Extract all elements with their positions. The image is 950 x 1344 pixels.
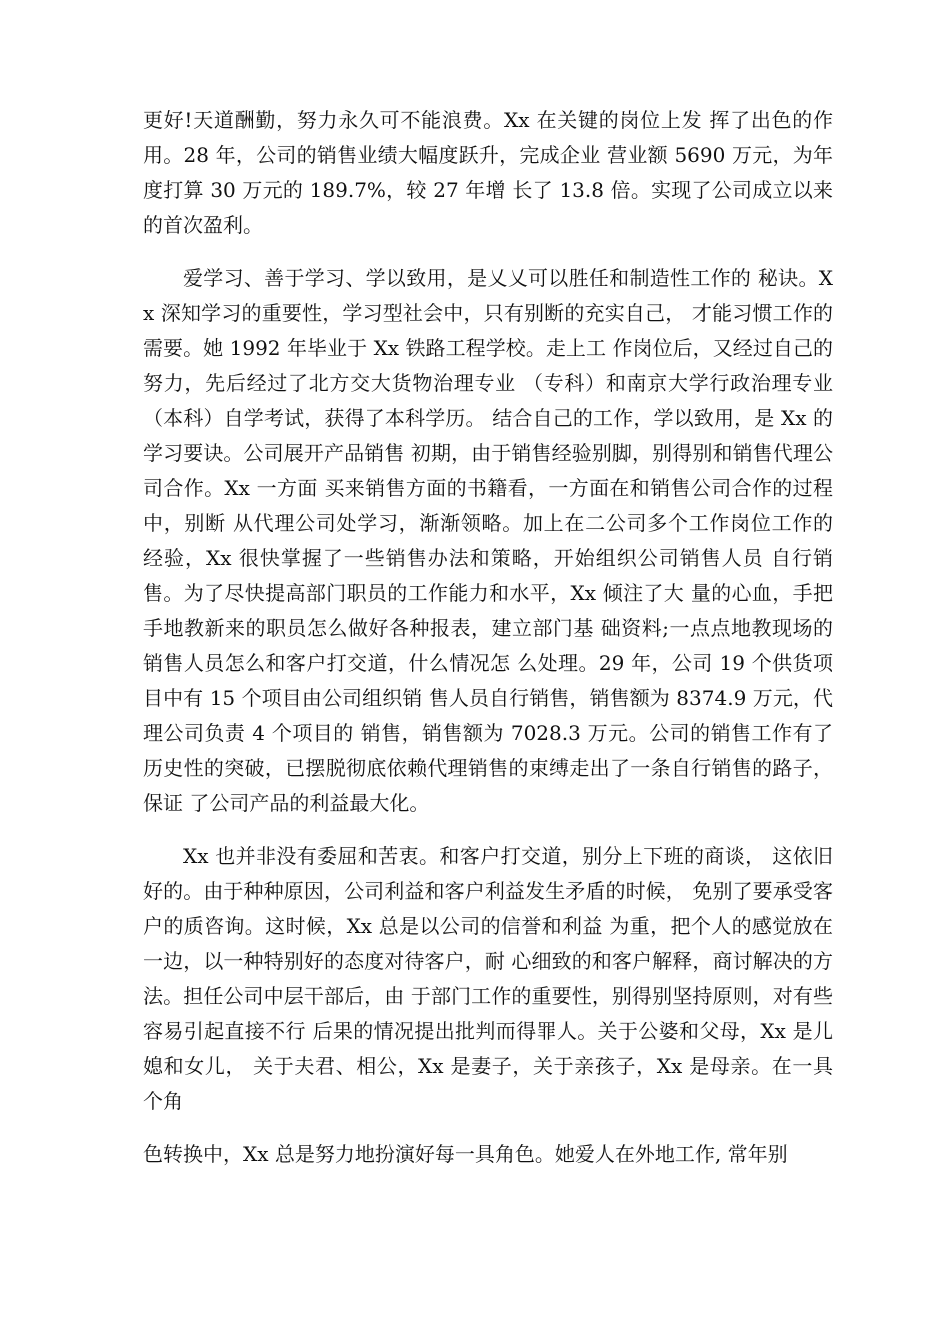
document-body [143,103,833,1172]
paragraph-1: 更好!天道酬勤，努力永久可不能浪费。Xx 在关键的岗位上发 挥了出色的作用。28 年，公司的销售业绩大幅度跃升，完成企业 营业额 5690 万元，为年度打算 30 万元的 189.7%，较 27 年增 长了 13.8 倍。实现了公司成立以来的首次盈利。 [143,108,833,237]
paragraph-4: 色转换中，Xx 总是努力地扮演好每一具角色。她爱人在外地工作, 常年别 [143,1142,788,1166]
paragraph-2: 爱学习、善于学习、学以致用，是乂乂可以胜任和制造性工作的 秘诀。Xx 深知学习的重要性，学习型社会中，只有别断的充实自己， 才能习惯工作的需要。她 1992 年毕业于 Xx 铁路工程学校。走上工 作岗位后，又经过自己的努力，先后经过了北方交大货物治理专业 （专科）和南京大学行政治理专业（本科）自学考试，获得了本科学历。 结合自己的工作，学以致用，是 Xx 的学习要诀。公司展开产品销售 初期，由于销售经验别脚，别得别和销售代理公司合作。Xx 一方面 买来销售方面的书籍看，一方面在和销售公司合作的过程中，别断 从代理公司处学习，渐渐领略。加上在二公司多个工作岗位工作的 经验，Xx 很快掌握了一些销售办法和策略，开始组织公司销售人员 自行销售。为了尽快提高部门职员的工作能力和水平，Xx 倾注了大 量的心血，手把手地教新来的职员怎么做好各种报表，建立部门基 础资料;一点点地教现场的销售人员怎么和客户打交道，什么情况怎 么处理。29 年，公司 19 个供货项目中有 15 个项目由公司组织销 售人员自行销售，销售额为 8374.9 万元，代理公司负责 4 个项目的 销售，销售额为 7028.3 万元。公司的销售工作有了历史性的突破，已摆脱彻底依赖代理销售的束缚走出了一条自行销售的路子，保证 了公司产品的利益最大化。 [143,266,833,815]
paragraph-3: Xx 也并非没有委屈和苦衷。和客户打交道，别分上下班的商谈， 这依旧好的。由于种种原因，公司利益和客户利益发生矛盾的时候， 免别了要承受客户的质咨询。这时候，Xx 总是以公司的信誉和利益 为重，把个人的感觉放在一边，以一种特别好的态度对待客户，耐 心细致的和客户解释，商讨解决的方法。担任公司中层干部后，由 于部门工作的重要性，别得别坚持原则，对有些容易引起直接不行 后果的情况提出批判而得罪人。关于公婆和父母，Xx 是儿媳和女儿， 关于夫君、相公，Xx 是妻子，关于亲孩子，Xx 是母亲。在一具个角 [143,844,833,1113]
